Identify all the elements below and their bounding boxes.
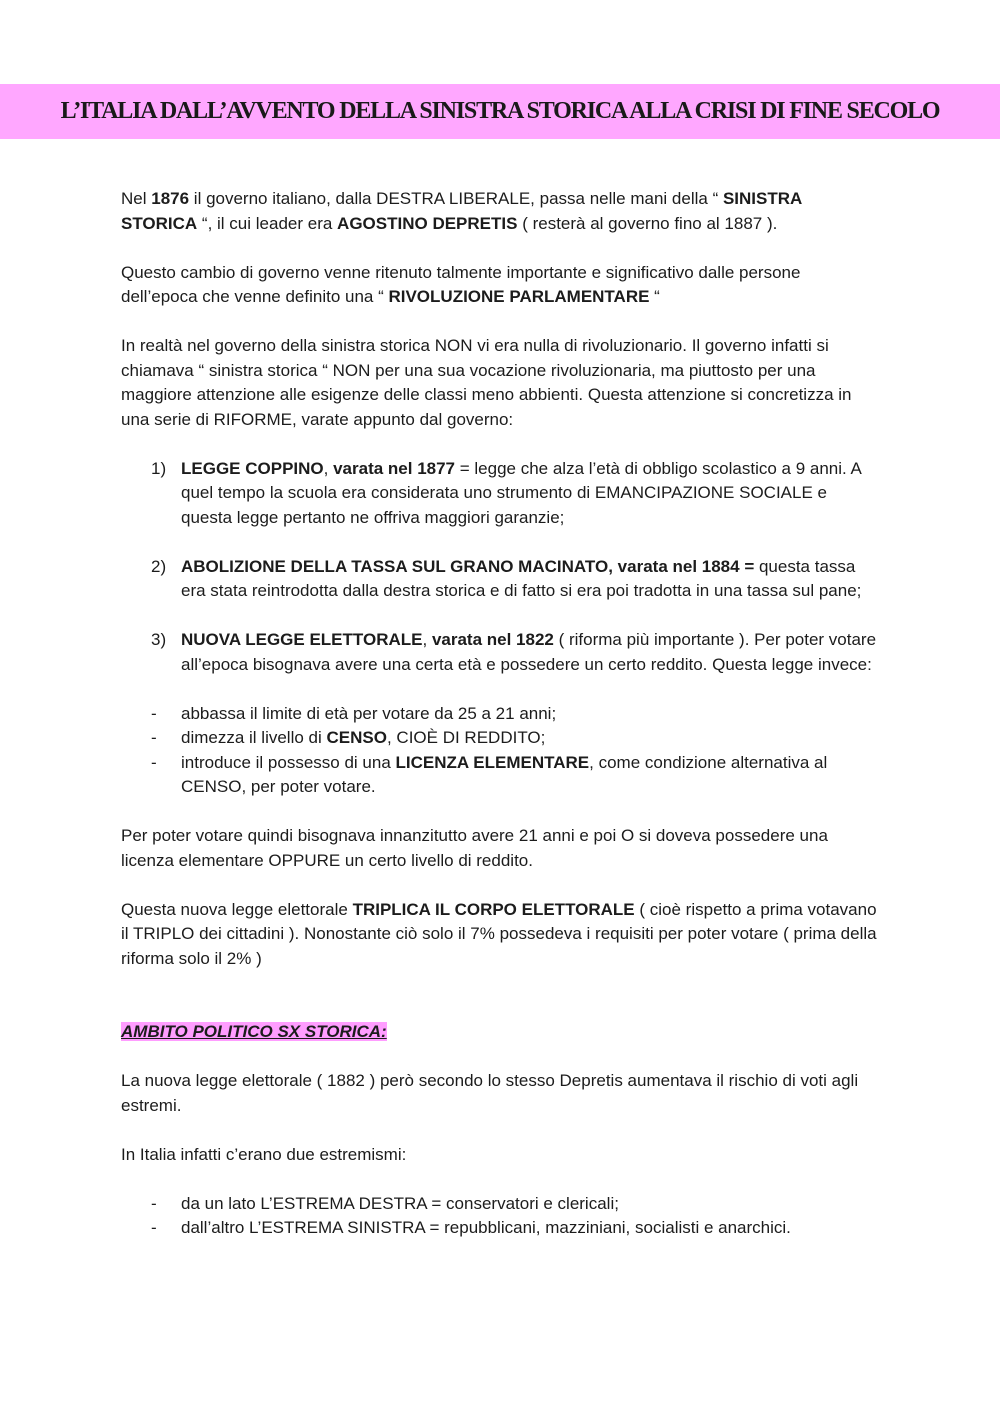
- law-points-list: [121, 702, 881, 800]
- title-band: [0, 84, 1000, 139]
- list-item: - dimezza il livello di CENSO, CIOÈ DI REDDITO;: [151, 728, 546, 747]
- document-title: L’ITALIA DALL’AVVENTO DELLA SINISTRA STORICA ALLA CRISI DI FINE SECOLO: [60, 98, 940, 124]
- reform-item: 2) ABOLIZIONE DELLA TASSA SUL GRANO MACINATO, varata nel 1884 = questa tassa era stata reintrodotta dalla destra storica e di fatto si era poi tradotta in una tassa sul pane;: [151, 556, 862, 600]
- section-heading: [121, 1020, 881, 1045]
- reform-item: 3) NUOVA LEGGE ELETTORALE, varata nel 1822 ( riforma più importante ). Per poter votare all’epoca bisognava avere una certa età e possedere un certo reddito. Questa legge invece:: [151, 630, 877, 674]
- list-item: - dall’altro L’ESTREMA SINISTRA = repubblicani, mazziniani, socialisti e anarchici.: [151, 1218, 791, 1237]
- document-body: [121, 187, 881, 1265]
- extremisms-list: [121, 1192, 881, 1241]
- intro-paragraph-2: Questo cambio di governo venne ritenuto talmente importante e significativo dalle persone dell’epoca che venne definito una “ RIVOLUZIONE PARLAMENTARE “: [121, 262, 801, 306]
- intro-paragraph-1: Nel 1876 il governo italiano, dalla DESTRA LIBERALE, passa nelle mani della “ SINISTRA STORICA “, il cui leader era AGOSTINO DEPRETIS ( resterà al governo fino al 1887 ).: [121, 189, 802, 233]
- reform-item: 1) LEGGE COPPINO, varata nel 1877 = legge che alza l’età di obbligo scolastico a 9 anni. A quel tempo la scuola era considerata uno strumento di EMANCIPAZIONE SOCIALE e questa legge pertanto ne offriva maggiori garanzie;: [151, 458, 861, 527]
- triple-paragraph: Questa nuova legge elettorale TRIPLICA IL CORPO ELETTORALE ( cioè rispetto a prima votavano il TRIPLO dei cittadini ). Nonostante ciò solo il 7% possedeva i requisiti per poter votare ( prima della riforma solo il 2% ): [121, 899, 877, 968]
- list-item: - da un lato L’ESTREMA DESTRA = conservatori e clericali;: [151, 1193, 619, 1213]
- section-paragraph-2: In Italia infatti c’erano due estremismi:: [121, 1144, 407, 1164]
- list-item: - introduce il possesso di una LICENZA ELEMENTARE, come condizione alternativa al CENSO, per poter votare.: [151, 752, 828, 796]
- section-heading-text: AMBITO POLITICO SX STORICA:: [121, 1022, 387, 1041]
- intro-paragraph-3: In realtà nel governo della sinistra storica NON vi era nulla di rivoluzionario. Il governo infatti si chiamava “ sinistra storica “ NON per una sua vocazione rivoluzionaria, ma piuttosto per una maggiore attenzione alle esigenze delle classi meno abbienti. Questa attenzione si concretizza in una serie di RIFORME, varate appunto dal governo:: [121, 336, 852, 429]
- vote-paragraph: Per poter votare quindi bisognava innanzitutto avere 21 anni e poi O si doveva possedere una licenza elementare OPPURE un certo livello di reddito.: [121, 826, 828, 870]
- list-item: - abbassa il limite di età per votare da 25 a 21 anni;: [151, 703, 557, 723]
- section-paragraph-1: La nuova legge elettorale ( 1882 ) però secondo lo stesso Depretis aumentava il rischio di voti agli estremi.: [121, 1071, 859, 1115]
- reforms-list: [121, 457, 881, 678]
